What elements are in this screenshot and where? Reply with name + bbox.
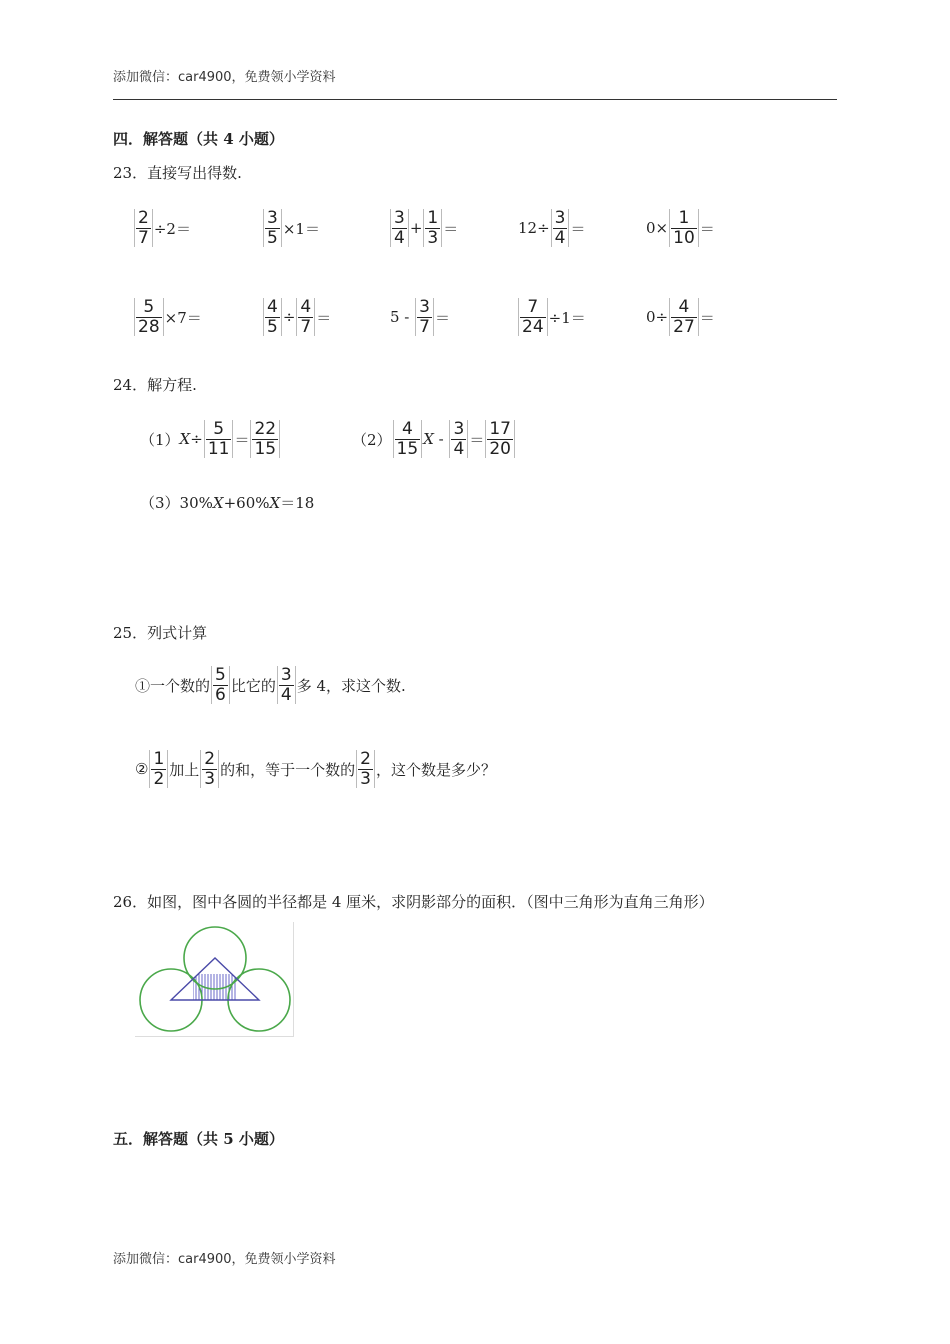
fraction: $\frac{4}{5}$ [263, 298, 282, 336]
q23-title: 23．直接写出得数. [113, 164, 242, 182]
header-rule [113, 99, 837, 100]
circles-triangle-diagram [135, 922, 294, 1037]
q23-expr-1: $\frac{2}{7}$ ÷2＝ [133, 209, 191, 247]
fraction: $\frac{22}{15}$ [250, 420, 280, 458]
fraction: $\frac{17}{20}$ [485, 420, 515, 458]
q26-title: 26．如图，图中各圆的半径都是 4 厘米，求阴影部分的面积．（图中三角形为直角三角形） [113, 893, 714, 911]
fraction: $\frac{3}{7}$ [415, 298, 434, 336]
fraction: $\frac{3}{4}$ [449, 420, 468, 458]
fraction: $\frac{1}{10}$ [669, 209, 699, 247]
q23-expr-7: $\frac{4}{5}$ ÷ $\frac{4}{7}$ ＝ [262, 298, 331, 336]
q23-expr-2: $\frac{3}{5}$ ×1＝ [262, 209, 320, 247]
q24-equation-3: （3） 30% X +60% X ＝18 [140, 493, 315, 512]
fraction: $\frac{4}{15}$ [393, 420, 423, 458]
q24-equation-2: （2） $\frac{4}{15}$ X - $\frac{3}{4}$ ＝ $\frac{17}{20}$ [352, 420, 516, 458]
fraction: $\frac{4}{7}$ [296, 298, 315, 336]
fraction: $\frac{2}{3}$ [200, 750, 219, 788]
q25-part-2: ② $\frac{1}{2}$ 加上 $\frac{2}{3}$ 的和，等于一个数的 $\frac{2}{3}$ ，这个数是多少？ [135, 749, 496, 789]
q23-expr-10: 0÷ $\frac{4}{27}$ ＝ [646, 297, 715, 337]
fraction: $\frac{1}{2}$ [149, 750, 168, 788]
fraction: $\frac{3}{4}$ [277, 666, 296, 704]
fraction: $\frac{1}{3}$ [423, 209, 442, 247]
fraction: $\frac{5}{6}$ [211, 666, 230, 704]
q25-title: 25．列式计算 [113, 624, 208, 642]
q23-expr-9: $\frac{7}{24}$ ÷1＝ [517, 298, 586, 336]
fraction: $\frac{2}{3}$ [356, 750, 375, 788]
page-footer: 添加微信：car4900，免费领小学资料 [113, 1252, 336, 1267]
q23-expr-8: 5 - $\frac{3}{7}$ ＝ [390, 297, 450, 337]
q23-expr-6: $\frac{5}{28}$ ×7＝ [133, 298, 202, 336]
q25-part-1: ①一个数的 $\frac{5}{6}$ 比它的 $\frac{3}{4}$ 多 4，求这个数. [135, 665, 406, 705]
fraction: $\frac{5}{11}$ [204, 420, 234, 458]
fraction: $\frac{3}{4}$ [390, 209, 409, 247]
q24-equation-1: （1） X ÷ $\frac{5}{11}$ ＝ $\frac{22}{15}$ [140, 420, 281, 458]
q23-expr-3: $\frac{3}{4}$ + $\frac{1}{3}$ ＝ [389, 209, 458, 247]
fraction: $\frac{5}{28}$ [134, 298, 164, 336]
fraction: $\frac{7}{24}$ [518, 298, 548, 336]
section-4-title: 四．解答题（共 4 小题） [113, 130, 284, 148]
fraction: $\frac{4}{27}$ [669, 298, 699, 336]
section-5-title: 五．解答题（共 5 小题） [113, 1130, 284, 1148]
fraction: $\frac{2}{7}$ [134, 209, 153, 247]
q24-title: 24．解方程. [113, 376, 197, 394]
fraction: $\frac{3}{4}$ [551, 209, 570, 247]
q23-expr-5: 0× $\frac{1}{10}$ ＝ [646, 208, 715, 248]
page-header: 添加微信：car4900，免费领小学资料 [113, 70, 336, 85]
fraction: $\frac{3}{5}$ [263, 209, 282, 247]
q23-expr-4: 12÷ $\frac{3}{4}$ ＝ [518, 208, 586, 248]
